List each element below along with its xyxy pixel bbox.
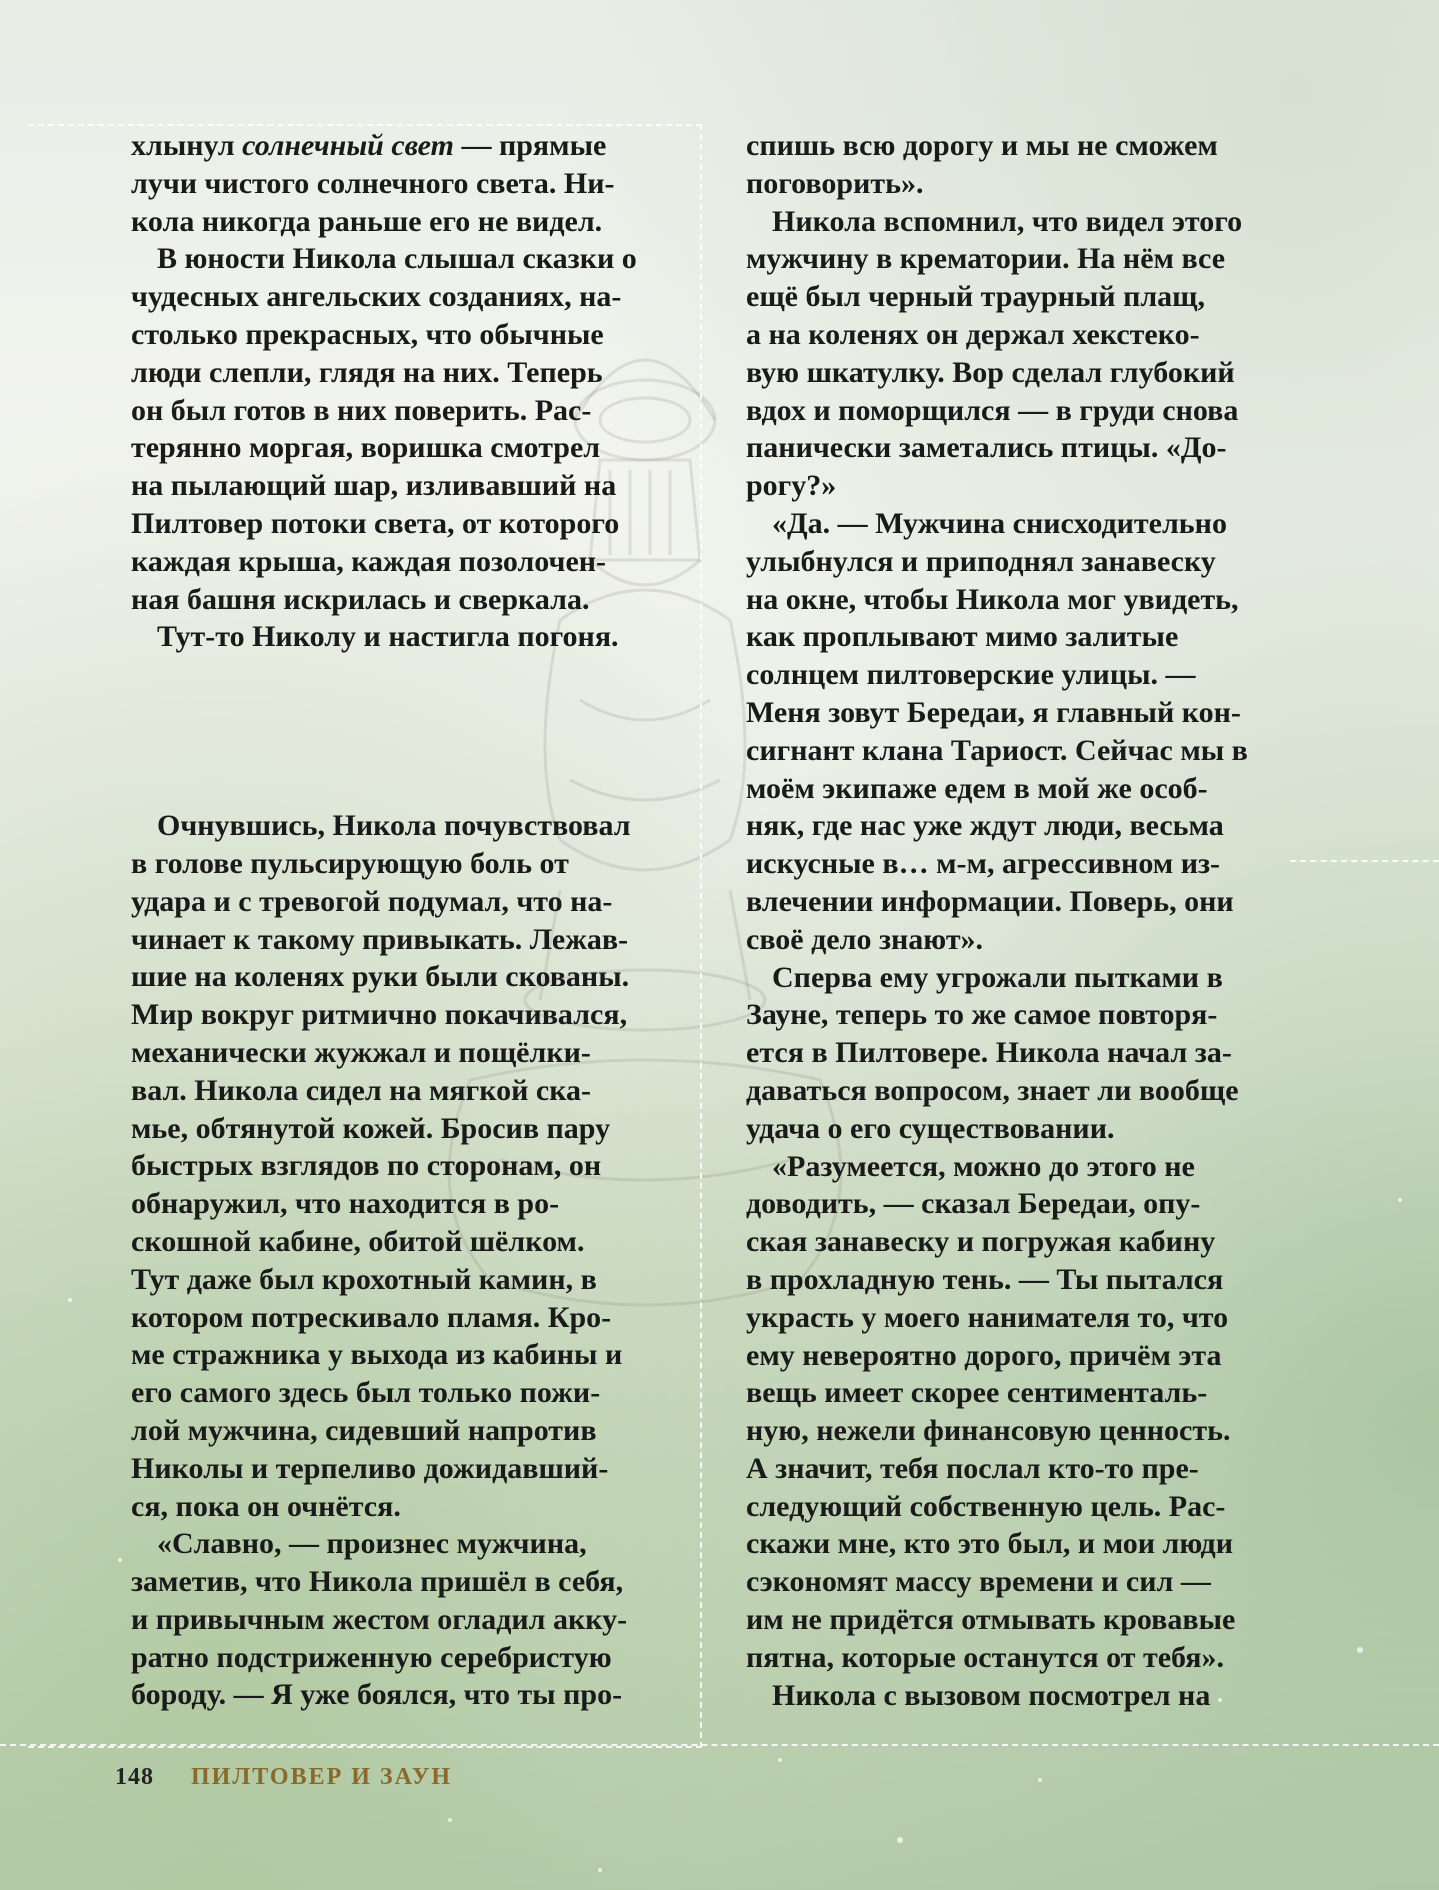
text-line: [746, 959, 1248, 997]
text-line-content: сигнант клана Тариост. Сейчас мы в: [746, 733, 1248, 767]
text-line-content: спишь всю дорогу и мы не сможем: [746, 129, 1218, 162]
text-line-content: в прохладную тень. — Ты пытался: [746, 1262, 1224, 1296]
text-line-content: каждая крыша, каждая позолочен-: [131, 544, 607, 578]
text-line: [746, 316, 1248, 354]
text-line: [746, 1337, 1248, 1375]
text-line: [131, 1034, 637, 1072]
text-line: [746, 1148, 1248, 1186]
text-line: [746, 1299, 1248, 1337]
text-line-content: мужчину в крематории. На нём все: [746, 242, 1226, 276]
text-line-content: механически жужжал и пощёлки-: [131, 1035, 591, 1069]
text-line: [746, 1072, 1248, 1110]
text-line-content: терянно моргая, воришка смотрел: [131, 431, 601, 465]
text-line-content: бороду. — Я уже боялся, что ты про-: [131, 1678, 623, 1712]
text-line: [746, 203, 1248, 241]
text-line: [131, 392, 637, 430]
text-line: [746, 1601, 1248, 1639]
text-line: [131, 1147, 637, 1185]
text-line: [131, 505, 637, 543]
text-line-content: своё дело знают».: [746, 922, 984, 956]
text-line: [746, 770, 1248, 808]
text-line: [131, 203, 637, 241]
text-line-content: ная башня искрилась и сверкала.: [131, 582, 590, 616]
text-line-content: поговорить».: [746, 166, 924, 200]
text-line-content: Зауне, теперь то же самое повторя-: [746, 998, 1218, 1032]
text-line-content: ещё был черный траурный плащ,: [746, 280, 1206, 314]
text-line: [746, 1261, 1248, 1299]
text-line-content: хлынул: [131, 129, 243, 162]
text-line-content: и привычным жестом огладил акку-: [131, 1602, 628, 1636]
text-line: [131, 165, 637, 203]
text-line: [746, 1374, 1248, 1412]
text-line-content: Сперва ему угрожали пытками в: [772, 960, 1223, 994]
text-line: [131, 429, 637, 467]
text-line-content: влечении информации. Поверь, они: [746, 884, 1234, 918]
text-line: [131, 807, 637, 845]
text-line-content: Тут-то Николу и настигла погоня.: [157, 620, 619, 654]
text-line-content: искусные в… м-м, агрессивном из-: [746, 847, 1221, 881]
text-line-content: «Да. — Мужчина снисходительно: [772, 506, 1227, 540]
text-line-content: Никола с вызовом посмотрел на: [772, 1678, 1211, 1712]
text-line: [746, 127, 1248, 165]
text-line-content: ную, нежели финансовую ценность.: [746, 1414, 1231, 1448]
text-line: [746, 354, 1248, 392]
text-line: [746, 278, 1248, 316]
text-line-content: пятна, которые останутся от тебя».: [746, 1640, 1225, 1674]
page-number: 148: [115, 1764, 154, 1790]
text-line: [746, 429, 1248, 467]
text-line-content: его самого здесь был только пожи-: [131, 1376, 601, 1410]
text-line-content: А значит, тебя послал кто-то пре-: [746, 1451, 1199, 1485]
text-line: [746, 467, 1248, 505]
text-line: [131, 921, 637, 959]
text-line: [746, 392, 1248, 430]
text-line: [131, 354, 637, 392]
text-line: [746, 1488, 1248, 1526]
text-line-content: ская занавеску и погружая кабину: [746, 1225, 1216, 1259]
text-line: [746, 1412, 1248, 1450]
text-line: [131, 1488, 637, 1526]
text-line: [131, 1374, 637, 1412]
text-line: [131, 845, 637, 883]
decorative-frame-right: [1290, 860, 1439, 863]
text-line-content: следующий собственную цель. Рас-: [746, 1489, 1226, 1523]
text-line: [131, 1299, 637, 1337]
text-line-content: сэкономят массу времени и сил —: [746, 1565, 1211, 1599]
text-line-content: чудесных ангельских созданиях, на-: [131, 280, 622, 314]
text-line-content: на окне, чтобы Никола мог увидеть,: [746, 582, 1239, 616]
text-line: [746, 656, 1248, 694]
left-text-column: [131, 127, 637, 1714]
text-line-content: моём экипаже едем в мой же особ-: [746, 771, 1208, 805]
text-line-content: обнаружил, что находится в ро-: [131, 1187, 560, 1221]
text-line-content: кола никогда раньше его не видел.: [131, 204, 603, 238]
text-line-content: Никола вспомнил, что видел этого: [772, 204, 1243, 238]
text-line-content: котором потрескивало пламя. Кро-: [131, 1300, 612, 1334]
text-line-content: рогу?»: [746, 469, 837, 503]
text-line-content: — прямые: [453, 129, 607, 162]
text-line-content: быстрых взглядов по сторонам, он: [131, 1149, 602, 1183]
text-line-content: мье, обтянутой кожей. Бросив пару: [131, 1111, 611, 1145]
text-line-content: ему невероятно дорого, причём эта: [746, 1338, 1222, 1372]
text-line: [746, 1110, 1248, 1148]
text-line: [746, 1639, 1248, 1677]
text-line: [131, 883, 637, 921]
text-line-content: лучи чистого солнечного света. Ни-: [131, 166, 615, 200]
text-line: [746, 845, 1248, 883]
text-line-content: ратно подстриженную серебристую: [131, 1640, 612, 1674]
text-line: [746, 1677, 1248, 1715]
text-line: [746, 581, 1248, 619]
text-line-content: лой мужчина, сидевший напротив: [131, 1413, 597, 1447]
text-line-content: доводить, — сказал Бередаи, опу-: [746, 1187, 1201, 1221]
text-line: [131, 581, 637, 619]
text-line: [131, 316, 637, 354]
text-line: [746, 240, 1248, 278]
text-line: [131, 1336, 637, 1374]
text-line-content: Николы и терпеливо дожидавший-: [131, 1451, 609, 1485]
right-text-column: [746, 127, 1248, 1714]
text-line: [131, 1185, 637, 1223]
text-line-content: скажи мне, кто это был, и мои люди: [746, 1527, 1234, 1561]
text-line-content: как проплывают мимо залитые: [746, 620, 1179, 654]
book-title: ПИЛТОВЕР И ЗАУН: [191, 1764, 453, 1790]
text-line-content: Пилтовер потоки света, от которого: [131, 506, 620, 540]
text-line-content: «Славно, — произнес мужчина,: [157, 1527, 587, 1561]
text-line-content: Мир вокруг ритмично покачивался,: [131, 998, 628, 1032]
text-line-content: удара и с тревогой подумал, что на-: [131, 884, 613, 918]
text-line: [131, 278, 637, 316]
text-line: [131, 1412, 637, 1450]
text-line-content: ме стражника у выхода из кабины и: [131, 1338, 623, 1372]
text-line-content: на пылающий шар, изливавший на: [131, 469, 617, 503]
emphasized-text: солнечный свет: [242, 129, 454, 162]
text-line-content: няк, где нас уже ждут люди, весьма: [746, 809, 1224, 843]
text-line-content: в голове пульсирующую боль от: [131, 846, 569, 880]
text-line-content: заметив, что Никола пришёл в себя,: [131, 1565, 624, 1599]
text-line: [746, 1563, 1248, 1601]
text-line: [131, 1639, 637, 1677]
text-line-content: даваться вопросом, знает ли вообще: [746, 1073, 1239, 1107]
text-line-content: шие на коленях руки были скованы.: [131, 960, 630, 994]
text-line-content: улыбнулся и приподнял занавеску: [746, 544, 1216, 578]
text-line: [131, 1563, 637, 1601]
text-line-content: Тут даже был крохотный камин, в: [131, 1262, 597, 1296]
text-line-content: украсть у моего нанимателя то, что: [746, 1300, 1229, 1334]
text-line: [131, 127, 637, 165]
text-line-content: В юности Никола слышал сказки о: [157, 242, 637, 276]
text-line-content: а на коленях он держал хекстеко-: [746, 317, 1200, 351]
text-line-content: столько прекрасных, что обычные: [131, 317, 604, 351]
text-line-content: им не придётся отмывать кровавые: [746, 1603, 1236, 1637]
text-line: [746, 1450, 1248, 1488]
text-line: [746, 1034, 1248, 1072]
text-line: [131, 543, 637, 581]
text-line: [746, 543, 1248, 581]
text-line-content: Меня зовут Берeдаи, я главный кон-: [746, 695, 1241, 729]
text-line: [131, 1525, 637, 1563]
text-line-content: ется в Пилтовере. Никола начал за-: [746, 1036, 1232, 1070]
text-line: [746, 883, 1248, 921]
text-line: [131, 1601, 637, 1639]
text-line: [131, 240, 637, 278]
text-line: [131, 1223, 637, 1261]
text-line: [131, 1676, 637, 1714]
text-line-content: чинает к такому привыкать. Лежав-: [131, 922, 629, 956]
text-line: [746, 732, 1248, 770]
text-line: [131, 1261, 637, 1299]
text-line: [746, 996, 1248, 1034]
page-footer: [115, 1764, 452, 1791]
text-line: [746, 694, 1248, 732]
text-line: [746, 807, 1248, 845]
text-line-content: удача о его существовании.: [746, 1111, 1115, 1145]
decorative-frame-bottom: [0, 1744, 1439, 1747]
text-line: [746, 1185, 1248, 1223]
text-line: [131, 1450, 637, 1488]
text-line: [746, 618, 1248, 656]
text-line-content: Очнувшись, Никола почувствовал: [157, 809, 631, 843]
text-line-content: вую шкатулку. Вор сделал глубокий: [746, 355, 1235, 389]
text-line: [131, 958, 637, 996]
text-line: [746, 165, 1248, 203]
text-line: [746, 505, 1248, 543]
text-line: [131, 1110, 637, 1148]
text-line: [746, 1525, 1248, 1563]
text-line-content: люди слепли, глядя на них. Теперь: [131, 355, 603, 389]
text-line: [131, 618, 637, 656]
text-line-content: скошной кабине, обитой шёлком.: [131, 1224, 585, 1258]
text-line: [131, 996, 637, 1034]
text-line-content: ся, пока он очнётся.: [131, 1489, 401, 1523]
text-line-content: панически заметались птицы. «До-: [746, 431, 1227, 465]
text-line-content: вещь имеет скорее сентименталь-: [746, 1376, 1208, 1410]
text-line: [746, 921, 1248, 959]
text-line-content: солнцем пилтоверские улицы. —: [746, 658, 1196, 692]
text-line-content: «Разумеется, можно до этого не: [772, 1149, 1195, 1183]
text-line: [131, 467, 637, 505]
text-line: [746, 1223, 1248, 1261]
text-line-content: вдох и поморщился — в груди снова: [746, 393, 1239, 427]
text-line: [131, 1072, 637, 1110]
text-line-content: вал. Никола сидел на мягкой ска-: [131, 1073, 592, 1107]
section-break: [131, 656, 637, 807]
text-line-content: он был готов в них поверить. Рас-: [131, 393, 592, 427]
